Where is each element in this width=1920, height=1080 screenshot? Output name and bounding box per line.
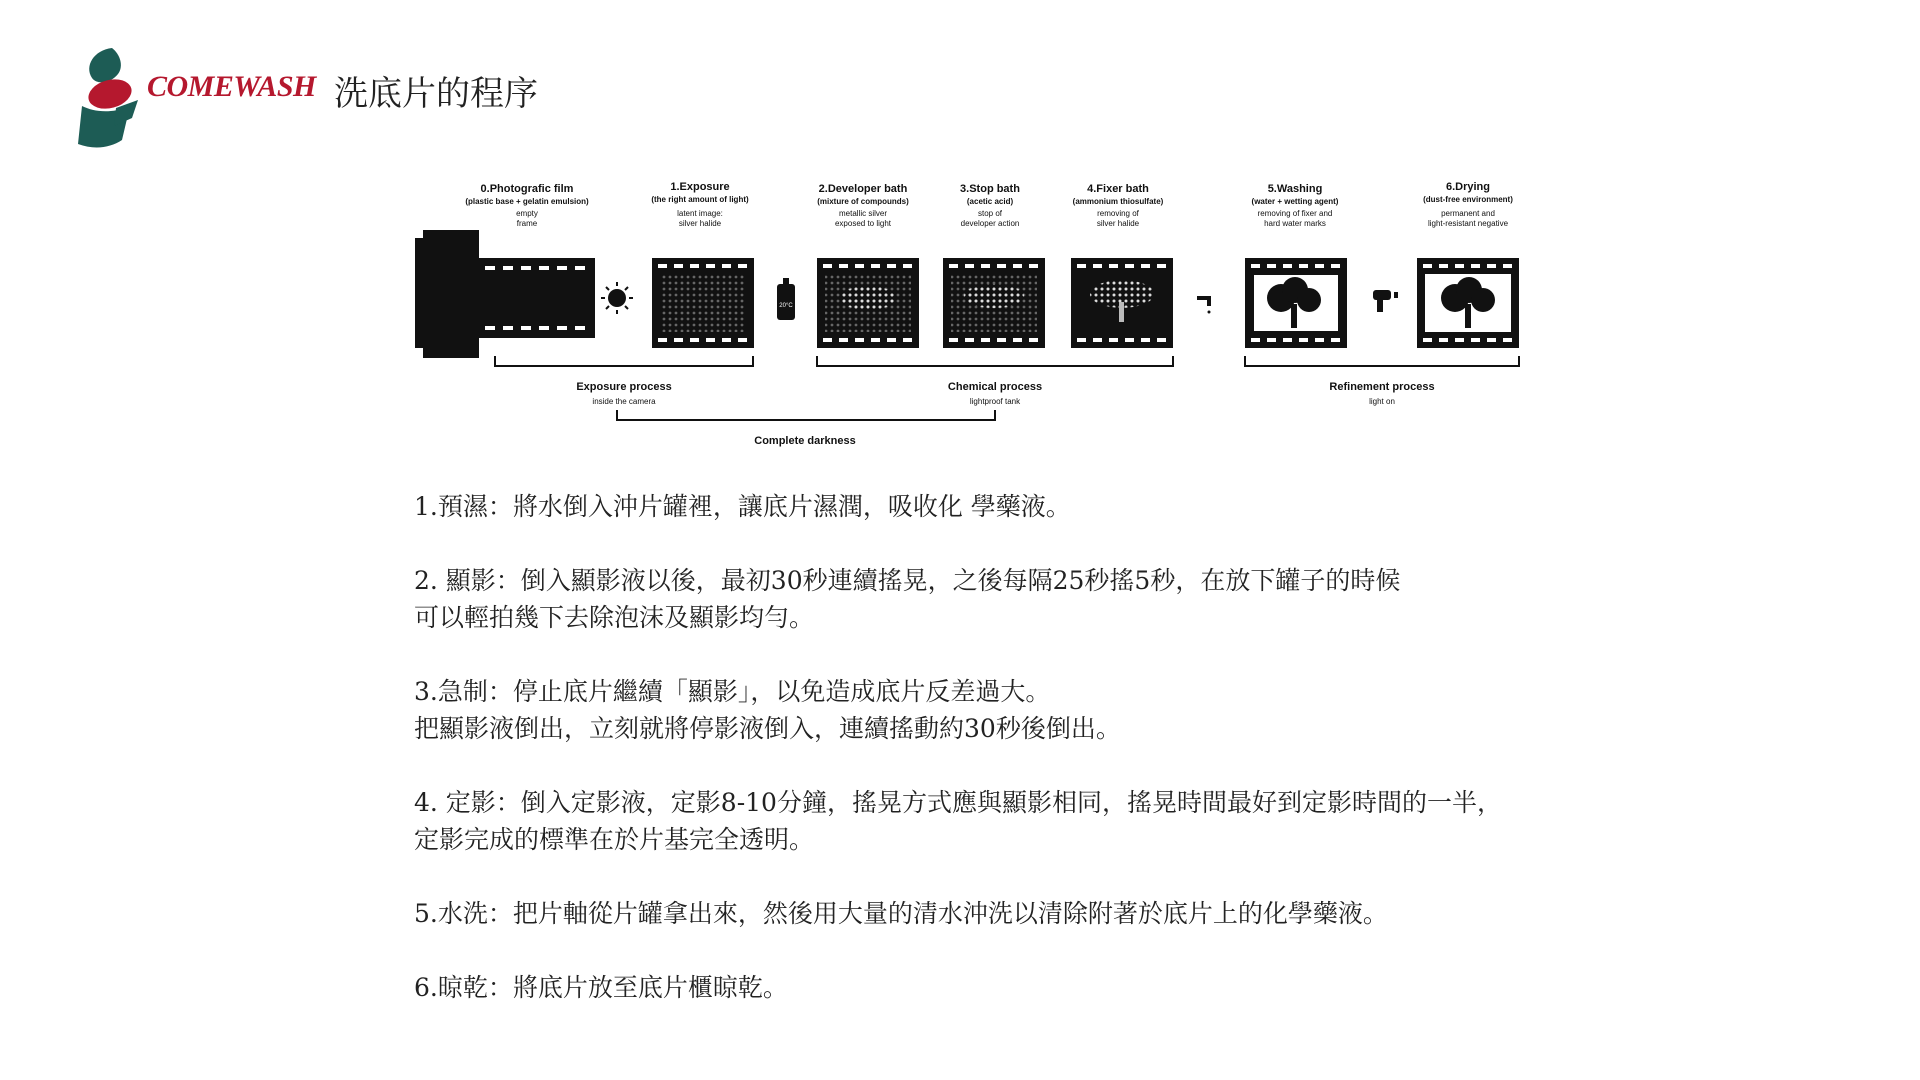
step-line: 4. 定影：倒入定影液，定影8-10分鐘，搖晃方式應與顯影相同，搖晃時間最好到定影時間的一半， <box>414 788 1502 817</box>
step-line: 5.水洗：把片軸從片罐拿出來，然後用大量的清水沖洗以清除附著於底片上的化學藥液。 <box>414 899 1388 928</box>
svg-text:permanent and: permanent and <box>1441 209 1495 218</box>
svg-text:(dust-free environment): (dust-free environment) <box>1423 195 1513 204</box>
svg-text:5.Washing: 5.Washing <box>1267 183 1323 195</box>
svg-text:2.Developer bath: 2.Developer bath <box>818 183 908 195</box>
svg-text:exposed to light: exposed to light <box>834 219 892 228</box>
chemical-bottle-icon <box>777 278 795 320</box>
svg-text:(the right amount of light): (the right amount of light) <box>651 195 749 204</box>
stage-label-0 <box>465 183 589 228</box>
bracket-chemical <box>817 356 1173 366</box>
stage-label-2 <box>817 183 909 228</box>
group-label-refinement <box>1329 381 1434 406</box>
comewash-logo-icon <box>72 44 152 154</box>
faucet-icon <box>1197 296 1211 314</box>
svg-text:hard water marks: hard water marks <box>1264 219 1326 228</box>
page-title: 洗底片的程序 <box>334 74 538 114</box>
frame-exposure <box>652 258 754 348</box>
svg-text:0.Photografic film: 0.Photografic film <box>480 183 574 195</box>
step-line: 1.預濕：將水倒入沖片罐裡，讓底片濕潤，吸收化 學藥液。 <box>414 492 1071 521</box>
svg-text:frame: frame <box>516 219 538 228</box>
film-canister-icon <box>415 230 595 358</box>
svg-text:removing of fixer and: removing of fixer and <box>1257 209 1333 218</box>
svg-text:developer action: developer action <box>960 219 1020 228</box>
brand-name: COMEWASH <box>147 70 316 103</box>
stage-label-1 <box>651 181 749 228</box>
svg-text:silver halide: silver halide <box>1096 219 1140 228</box>
svg-text:light on: light on <box>1369 397 1395 406</box>
svg-text:light-resistant negative: light-resistant negative <box>1427 219 1509 228</box>
frame-stop-bath <box>943 258 1045 348</box>
step-4 <box>414 784 1554 858</box>
frame-fixer-bath <box>1071 258 1173 348</box>
svg-text:1.Exposure: 1.Exposure <box>670 181 730 193</box>
svg-text:lightproof tank: lightproof tank <box>969 397 1021 406</box>
stage-label-3 <box>960 183 1020 228</box>
step-line: 6.晾乾：將底片放至底片櫃晾乾。 <box>414 973 788 1002</box>
stage-label-5 <box>1252 183 1339 228</box>
svg-text:removing of: removing of <box>1097 209 1139 218</box>
svg-text:(water + wetting agent): (water + wetting agent) <box>1251 197 1339 206</box>
step-5 <box>414 895 1554 932</box>
step-line: 可以輕拍幾下去除泡沫及顯影均勻。 <box>414 603 815 632</box>
stage-label-4 <box>1073 183 1164 228</box>
stage-label-6 <box>1423 181 1513 228</box>
svg-text:Chemical process: Chemical process <box>947 381 1043 393</box>
frame-drying <box>1417 258 1519 348</box>
svg-text:(mixture of compounds): (mixture of compounds) <box>817 197 909 206</box>
svg-text:empty: empty <box>516 209 538 218</box>
bracket-exposure <box>495 356 753 366</box>
svg-text:Exposure process: Exposure process <box>576 381 672 393</box>
group-label-chemical <box>948 381 1042 406</box>
bracket-refinement <box>1245 356 1519 366</box>
step-line: 定影完成的標準在於片基完全透明。 <box>414 825 815 854</box>
svg-text:(acetic acid): (acetic acid) <box>966 197 1014 206</box>
darkness-label: Complete darkness <box>754 435 856 447</box>
svg-text:silver halide: silver halide <box>678 219 722 228</box>
sun-icon <box>601 282 633 314</box>
svg-text:Refinement process: Refinement process <box>1329 381 1435 393</box>
group-label-exposure <box>576 381 671 406</box>
svg-text:latent image:: latent image: <box>677 209 723 218</box>
header <box>72 44 772 154</box>
svg-text:(ammonium thiosulfate): (ammonium thiosulfate) <box>1072 197 1164 206</box>
frame-developer <box>817 258 919 348</box>
svg-text:20°C: 20°C <box>779 303 793 309</box>
svg-text:inside the camera: inside the camera <box>592 397 656 406</box>
step-line: 把顯影液倒出，立刻就將停影液倒入，連續搖動約30秒後倒出。 <box>414 714 1121 743</box>
process-steps <box>414 488 1554 1043</box>
step-line: 3.急制：停止底片繼續「顯影」，以免造成底片反差過大。 <box>414 677 1051 706</box>
svg-text:4.Fixer bath: 4.Fixer bath <box>1087 183 1149 195</box>
svg-text:metallic silver: metallic silver <box>838 209 888 218</box>
step-1 <box>414 488 1554 525</box>
step-2 <box>414 562 1554 636</box>
step-6 <box>414 969 1554 1006</box>
svg-text:6.Drying: 6.Drying <box>1445 181 1491 193</box>
frame-washing <box>1245 258 1347 348</box>
film-process-diagram <box>415 178 1525 458</box>
svg-text:stop of: stop of <box>977 209 1003 218</box>
step-3 <box>414 673 1554 747</box>
bracket-darkness <box>617 410 995 420</box>
svg-text:3.Stop bath: 3.Stop bath <box>960 183 1020 195</box>
hair-dryer-icon <box>1373 290 1398 312</box>
step-line: 2. 顯影：倒入顯影液以後，最初30秒連續搖晃，之後每隔25秒搖5秒，在放下罐子的時候 <box>414 566 1401 595</box>
svg-text:(plastic base + gelatin emulsi: (plastic base + gelatin emulsion) <box>465 197 589 206</box>
